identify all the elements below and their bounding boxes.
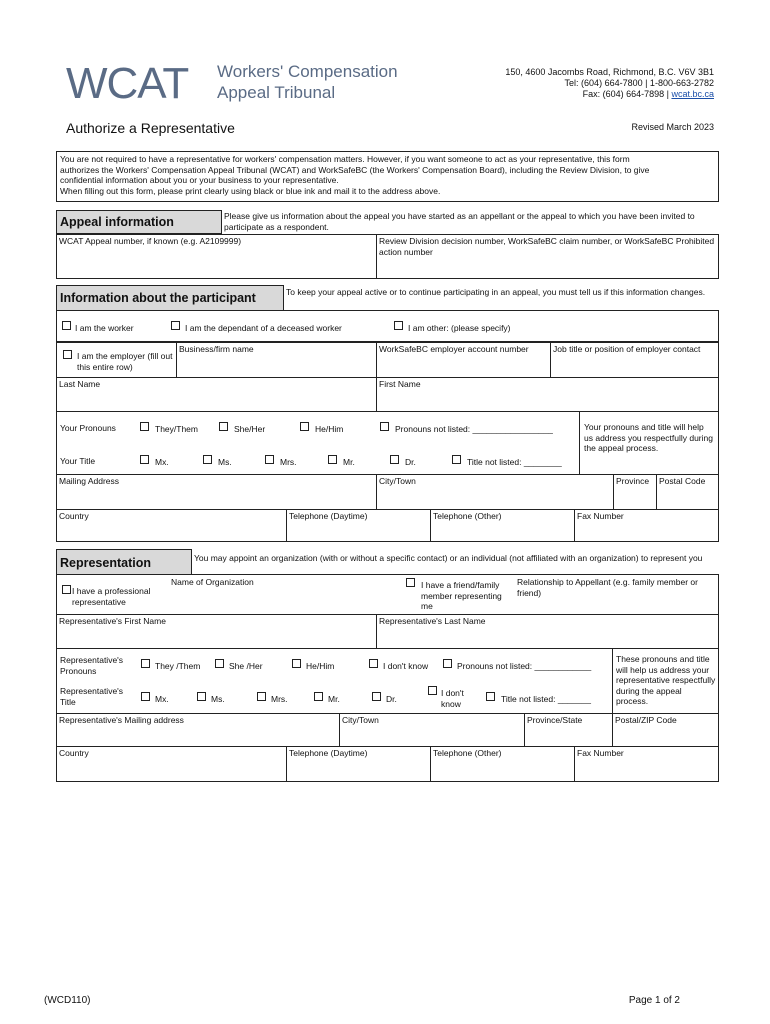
rep-pronoun-not-listed-checkbox[interactable]: [443, 659, 452, 668]
org-name-line1: Workers' Compensation: [217, 62, 398, 81]
business-name-label: Business/firm name: [179, 344, 254, 354]
rep-help-text: These pronouns and title will help us address your representative respectfully during the appeal process.: [616, 654, 716, 706]
pronoun-help-note: [579, 411, 719, 475]
tel-day-field[interactable]: [286, 509, 431, 542]
appeal-info-header: Appeal information: [56, 210, 222, 234]
rep-title-mrs-label: Mrs.: [271, 694, 288, 704]
professional-rep-label: I have a professional representative: [72, 586, 151, 607]
relationship-label: Relationship to Appellant (e.g. family member or friend): [517, 577, 698, 598]
city-label: City/Town: [379, 476, 416, 486]
rep-pronoun-they-checkbox[interactable]: [141, 659, 150, 668]
participant-options-row: [56, 310, 719, 342]
title-mrs-label: Mrs.: [280, 457, 297, 467]
fax-field[interactable]: [574, 509, 719, 542]
rep-postal-field[interactable]: [612, 713, 719, 747]
other-checkbox[interactable]: [394, 321, 403, 330]
wcat-appeal-number-label: WCAT Appeal number, if known (e.g. A2109999): [59, 236, 242, 246]
rep-pronoun-unknown-label: I don't know: [383, 661, 429, 671]
rep-fax-label: Fax Number: [577, 748, 624, 758]
rep-last-name-field[interactable]: [376, 614, 719, 649]
friend-rep-checkbox[interactable]: [406, 578, 415, 587]
business-name-field[interactable]: [176, 342, 377, 378]
rep-title-unknown-label: I don't know: [441, 688, 464, 709]
employer-checkbox[interactable]: [63, 350, 72, 359]
logo-lettering: WCAT: [66, 59, 189, 102]
website-link[interactable]: wcat.bc.ca: [671, 89, 714, 99]
tel-day-label: Telephone (Daytime): [289, 511, 368, 521]
dependant-checkbox[interactable]: [171, 321, 180, 330]
last-name-field[interactable]: [56, 377, 377, 412]
revised-date: Revised March 2023: [631, 122, 714, 132]
rep-tel-other-label: Telephone (Other): [433, 748, 502, 758]
org-address: 150, 4600 Jacombs Road, Richmond, B.C. V6V 3B1: [505, 67, 714, 77]
intro-line2: authorizes the Workers' Compensation Appeal Tribunal (WCAT) and WorkSafeBC (the Workers' Compensation Board), including the Review Division, to give: [60, 164, 650, 175]
title-not-listed-checkbox[interactable]: [452, 455, 461, 464]
rep-pronoun-she-checkbox[interactable]: [215, 659, 224, 668]
dependant-label: I am the dependant of a deceased worker: [185, 323, 342, 333]
review-division-number-field[interactable]: [376, 234, 719, 279]
title-mrs-checkbox[interactable]: [265, 455, 274, 464]
rep-title-mr-checkbox[interactable]: [314, 692, 323, 701]
rep-title-mx-checkbox[interactable]: [141, 692, 150, 701]
postal-code-label: Postal Code: [659, 476, 706, 486]
pronoun-he-label: He/Him: [315, 424, 344, 434]
rep-title-label: Representative's Title: [60, 686, 124, 707]
fax-label: Fax Number: [577, 511, 624, 521]
professional-rep-checkbox[interactable]: [62, 585, 71, 594]
participant-header: Information about the participant: [56, 285, 284, 311]
rep-title-not-listed-checkbox[interactable]: [486, 692, 495, 701]
mailing-address-field[interactable]: [56, 474, 377, 510]
title-dr-label: Dr.: [405, 457, 416, 467]
representation-header: Representation: [56, 549, 192, 575]
title-mr-label: Mr.: [343, 457, 355, 467]
worker-label: I am the worker: [75, 323, 134, 333]
rep-province-label: Province/State: [527, 715, 583, 725]
employer-label: I am the employer (fill out this entire row): [77, 351, 173, 372]
pronoun-they-checkbox[interactable]: [140, 422, 149, 431]
pronoun-not-listed-checkbox[interactable]: [380, 422, 389, 431]
rep-pronoun-he-checkbox[interactable]: [292, 659, 301, 668]
tel-other-label: Telephone (Other): [433, 511, 502, 521]
org-tel: Tel: (604) 664-7800 | 1-800-663-2782: [564, 78, 714, 88]
title-dr-checkbox[interactable]: [390, 455, 399, 464]
province-field[interactable]: [613, 474, 657, 510]
mailing-address-label: Mailing Address: [59, 476, 120, 486]
rep-title-ms-label: Ms.: [211, 694, 225, 704]
title-not-listed-label[interactable]: Title not listed: ________: [467, 457, 562, 467]
rep-tel-day-field[interactable]: [286, 746, 431, 782]
rep-city-label: City/Town: [342, 715, 379, 725]
rep-tel-day-label: Telephone (Daytime): [289, 748, 368, 758]
first-name-label: First Name: [379, 379, 421, 389]
rep-help-note: [612, 648, 719, 714]
rep-pronouns-label: Representative's Pronouns: [60, 655, 124, 676]
intro-box: [56, 151, 719, 202]
rep-pronoun-she-label: She /Her: [229, 661, 263, 671]
postal-code-field[interactable]: [656, 474, 719, 510]
pronoun-help-text: Your pronouns and title will help us address you respectfully during the appeal process.: [584, 422, 713, 453]
title-ms-checkbox[interactable]: [203, 455, 212, 464]
wcat-logo-mark: [66, 58, 206, 102]
intro-line1: You are not required to have a representative for workers' compensation matters. However, if you want someone to act as your representative, this form: [60, 154, 630, 164]
form-title: Authorize a Representative: [66, 120, 235, 136]
rep-title-mrs-checkbox[interactable]: [257, 692, 266, 701]
representation-note: You may appoint an organization (with or without a specific contact) or an individual (not affiliated with an organization) to represent you: [194, 553, 703, 563]
country-label: Country: [59, 511, 89, 521]
participant-note: To keep your appeal active or to continue participating in an appeal, you must tell us if this information changes.: [286, 287, 706, 297]
rep-province-field[interactable]: [524, 713, 613, 747]
rep-title-unknown-checkbox[interactable]: [428, 686, 437, 695]
last-name-label: Last Name: [59, 379, 101, 389]
rep-title-mr-label: Mr.: [328, 694, 340, 704]
employer-account-label: WorkSafeBC employer account number: [379, 344, 529, 354]
org-fax-text: Fax: (604) 664-7898 |: [582, 89, 672, 99]
page-number: Page 1 of 2: [628, 995, 680, 1006]
rep-title-dr-label: Dr.: [386, 694, 397, 704]
appeal-info-note: Please give us information about the appeal you have started as an appellant or the appeal to which you have been invited to participate as a respondent.: [224, 211, 695, 232]
title-ms-label: Ms.: [218, 457, 232, 467]
pronoun-he-checkbox[interactable]: [300, 422, 309, 431]
rep-pronoun-they-label: They /Them: [155, 661, 201, 671]
organization-name-label: Name of Organization: [171, 577, 254, 587]
rep-pronoun-he-label: He/Him: [306, 661, 335, 671]
wcat-appeal-number-field[interactable]: [56, 234, 377, 279]
rep-first-name-field[interactable]: [56, 614, 377, 649]
intro-line4: When filling out this form, please print clearly using black or blue ink and mail it to the address above.: [60, 185, 441, 196]
rep-tel-other-field[interactable]: [430, 746, 575, 782]
job-title-field[interactable]: [550, 342, 719, 378]
pronoun-not-listed-label[interactable]: Pronouns not listed: _________________: [395, 424, 553, 434]
rep-pronoun-not-listed-label[interactable]: Pronouns not listed: ____________: [457, 661, 592, 671]
org-name-line2: Appeal Tribunal: [217, 83, 336, 102]
rep-title-ms-checkbox[interactable]: [197, 692, 206, 701]
rep-pronoun-unknown-checkbox[interactable]: [369, 659, 378, 668]
wcat-logo: [66, 58, 216, 102]
employer-account-field[interactable]: [376, 342, 551, 378]
title-mr-checkbox[interactable]: [328, 455, 337, 464]
country-field[interactable]: [56, 509, 287, 542]
tel-other-field[interactable]: [430, 509, 575, 542]
other-label: I am other: (please specify): [408, 323, 511, 333]
rep-country-label: Country: [59, 748, 89, 758]
org-fax: [583, 89, 714, 100]
friend-rep-label: I have a friend/family member representing me: [421, 580, 502, 611]
rep-mailing-field[interactable]: [56, 713, 340, 747]
form-code: (WCD110): [44, 995, 91, 1006]
review-division-number-label: Review Division decision number, WorkSafeBC claim number, or WorkSafeBC Prohibited action number: [379, 236, 715, 257]
rep-city-field[interactable]: [339, 713, 525, 747]
rep-mailing-label: Representative's Mailing address: [59, 715, 184, 725]
title-mx-checkbox[interactable]: [140, 455, 149, 464]
rep-title-dr-checkbox[interactable]: [372, 692, 381, 701]
rep-last-name-label: Representative's Last Name: [379, 616, 486, 626]
rep-title-mx-label: Mx.: [155, 694, 169, 704]
first-name-field[interactable]: [376, 377, 719, 412]
pronoun-they-label: They/Them: [155, 424, 198, 434]
your-title-label: Your Title: [60, 456, 96, 466]
pronoun-she-checkbox[interactable]: [219, 422, 228, 431]
pronoun-she-label: She/Her: [234, 424, 266, 434]
rep-fax-field[interactable]: [574, 746, 719, 782]
job-title-label: Job title or position of employer contact: [553, 344, 701, 354]
rep-title-not-listed-label[interactable]: Title not listed: _______: [501, 694, 591, 704]
rep-country-field[interactable]: [56, 746, 287, 782]
your-pronouns-label: Your Pronouns: [60, 423, 116, 433]
rep-postal-label: Postal/ZIP Code: [615, 715, 677, 725]
rep-first-name-label: Representative's First Name: [59, 616, 166, 626]
intro-line3: confidential information about you or your business to your representative.: [60, 175, 339, 185]
title-mx-label: Mx.: [155, 457, 169, 467]
city-field[interactable]: [376, 474, 614, 510]
province-label: Province: [616, 476, 650, 486]
worker-checkbox[interactable]: [62, 321, 71, 330]
